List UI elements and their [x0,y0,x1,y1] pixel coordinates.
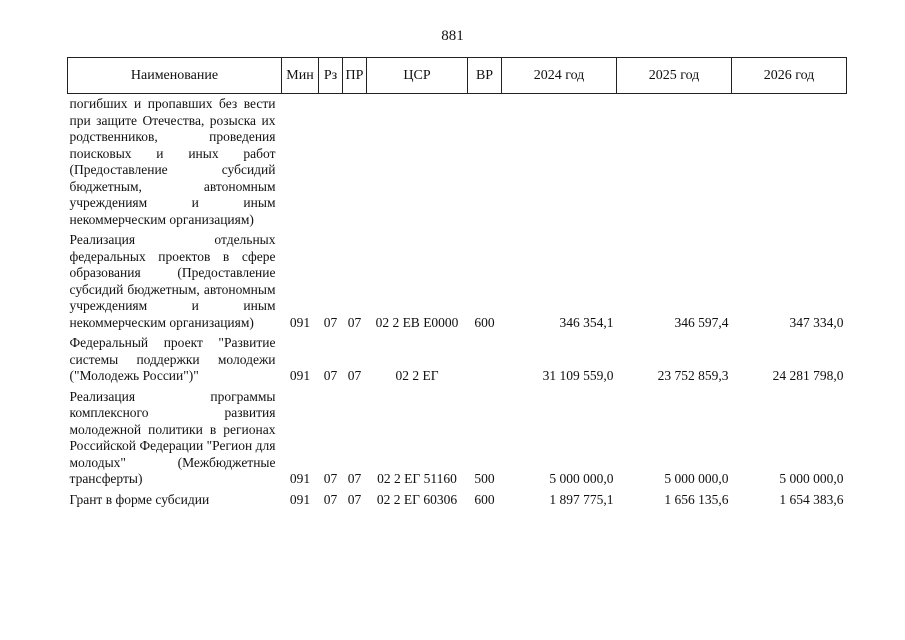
row-2025 [617,94,732,229]
header-2025: 2025 год [617,58,732,94]
page-number: 881 [441,28,464,44]
row-min: 091 [289,491,311,507]
row-min: 091 [289,314,311,330]
row-2026 [732,94,847,229]
row-pr: 07 [347,471,362,486]
row-2026: 347 334,0 [789,314,844,330]
row-2024: 31 109 559,0 [542,368,614,383]
row-name: погибших и пропавших без вести при защите Отечества, розыска их родственников, проведения поисковых и иных работ (Предоставление субсидий бюджетным, автономным учреждениям и иным некоммерческим организациям) [69,96,276,227]
row-csr: 02 2 ЕГ [395,368,439,383]
row-pr [343,94,367,229]
row-2025: 5 000 000,0 [664,471,729,486]
header-min: Мин [282,58,319,94]
header-2026: 2026 год [732,58,847,94]
budget-table [67,57,847,508]
table-row [68,331,847,385]
header-pr: ПР [343,58,367,94]
row-2024: 1 897 775,1 [549,491,614,507]
row-csr [367,94,468,229]
row-2026: 5 000 000,0 [779,471,844,486]
row-2025: 1 656 135,6 [664,491,729,507]
row-csr: 02 2 ЕГ 60306 [376,491,458,507]
row-vr: 600 [474,491,495,507]
row-pr: 07 [347,491,362,507]
row-vr [468,331,502,385]
row-pr: 07 [347,368,362,383]
row-rz: 07 [323,314,338,330]
header-vr: ВР [468,58,502,94]
row-name: Реализация программы комплексного развития молодежной политики в регионах Российской Федерации "Регион для молодых" (Межбюджетные трансферты) [69,388,276,486]
header-2024: 2024 год [502,58,617,94]
row-2026: 1 654 383,6 [779,491,844,507]
row-min: 091 [289,368,311,383]
row-2024: 5 000 000,0 [549,471,614,486]
table-row [68,488,847,509]
row-rz [319,94,343,229]
row-rz: 07 [323,471,338,486]
row-name: Реализация отдельных федеральных проектов в сфере образования (Предоставление субсидий бюджетным, автономным учреждениям и иным некоммерческим организациям) [69,232,276,330]
row-min [282,94,319,229]
header-rz: Рз [319,58,343,94]
row-min: 091 [289,471,311,486]
table-row [68,94,847,229]
row-2025: 346 597,4 [674,314,729,330]
row-pr: 07 [347,314,362,330]
header-csr: ЦСР [367,58,468,94]
row-name: Федеральный проект "Развитие системы поддержки молодежи ("Молодежь России")" [69,335,276,383]
row-rz: 07 [323,368,338,383]
row-vr [468,94,502,229]
row-csr: 02 2 ЕГ 51160 [377,471,457,486]
row-vr: 600 [474,314,495,330]
row-name: Грант в форме субсидии [69,491,210,507]
row-2024: 346 354,1 [559,314,614,330]
table-header-row [68,58,847,94]
row-2026: 24 281 798,0 [772,368,844,383]
row-vr: 500 [474,471,495,486]
row-2024 [502,94,617,229]
row-2025: 23 752 859,3 [657,368,729,383]
row-rz: 07 [323,491,338,507]
table-row [68,385,847,488]
table-row [68,228,847,331]
row-csr: 02 2 ЕВ Е0000 [375,314,459,330]
header-name: Наименование [68,58,282,94]
